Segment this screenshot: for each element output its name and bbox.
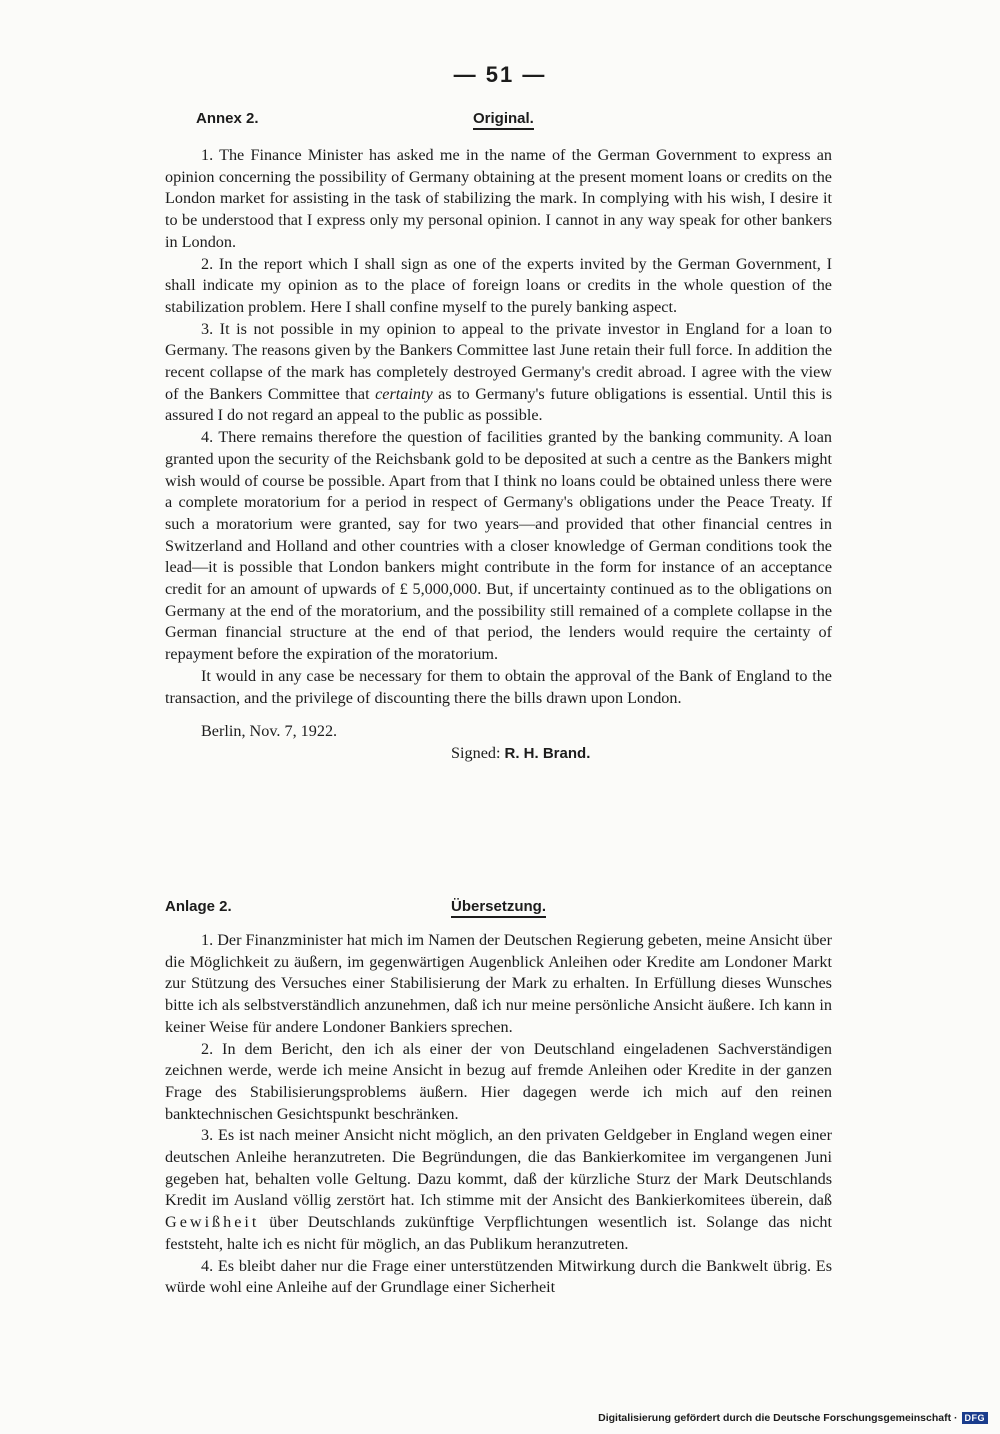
translation-heading: Übersetzung. [451, 898, 546, 918]
english-paragraph-1: 1. The Finance Minister has asked me in the name of the German Government to express an opinion concerning the possibility of Germany obtaining at the present moment loans or credits on the London market for assisting in the task of stabilizing the mark. In complying with his wish, I desire it to be understood that I express only my personal opinion. I cannot in any way speak for other bankers in London. [165, 146, 832, 251]
footer-credit [598, 1412, 988, 1424]
signed-label: Signed: [451, 743, 501, 762]
footer-text: Digitalisierung gefördert durch die Deutsche Forschungsgemeinschaft · [598, 1412, 958, 1424]
german-text [165, 930, 832, 1299]
emphasis-certainty: certainty [375, 384, 433, 403]
english-text [165, 145, 832, 765]
english-paragraph-4: 4. There remains therefore the question of facilities granted by the banking community. A loan granted upon the security of the Reichsbank gold to be deposited at such a centre as the Bankers might wish would of course be possible. Apart from that I think no loans could be obtained unless there were a complete moratorium for a period in respect of Germany's obligations under the Peace Treaty. If such a moratorium were granted, say for two years—and provided that other financial centres in Switzerland and Holland and other countries with a closer knowledge of German conditions took the lead—it is possible that London bankers might contribute in the form for instance of an acceptance credit for an amount of upwards of £ 5,000,000. But, if uncertainty continued as to the obligations on Germany at the end of the moratorium, and the possibility still remained of a complete collapse in the German financial structure at the end of that period, the lenders would require the certainty of repayment before the expiration of the moratorium. [165, 428, 832, 664]
german-paragraph-3: 3. Es ist nach meiner Ansicht nicht möglich, an den privaten Geldgeber in England wegen einer deutschen Anleihe heranzutreten. Die Begründungen, die das Bankierkomitee im vergangenen Juni gegeben hat, behalten volle Geltung. Dazu kommt, daß der kürzliche Sturz der Mark Deutschlands Kredit im Ausland völlig zerstört hat. Ich stimme mit der Ansicht des Bankierkomitees überein, daß Gewißheit über Deutschlands zukünftige Verpflichtungen wesentlich ist. Solange das nicht feststeht, halte ich es nicht für möglich, an das Publikum heranzutreten. [165, 1126, 832, 1253]
english-header [0, 110, 1000, 134]
emphasis-gewissheit: Gewißheit [165, 1213, 260, 1232]
annex-label-german: Anlage 2. [165, 898, 232, 915]
german-paragraph-2: 2. In dem Bericht, den ich als einer der von Deutschland eingeladenen Sachverständigen zeichnen werde, werde ich meine Ansicht in bezug auf fremde Anleihen oder Kredite in der ganzen Frage des Stabilisierungsproblems äußern. Hier dagegen werde ich mich auf den reinen banktechnischen Gesichtspunkt beschränken. [165, 1039, 832, 1123]
place-date: Berlin, Nov. 7, 1922. [201, 722, 338, 741]
german-header [0, 898, 1000, 922]
signatory-name: R. H. Brand. [504, 744, 591, 762]
german-paragraph-4: 4. Es bleibt daher nur die Frage einer unterstützenden Mitwirkung durch die Bankwelt übrig. Es würde wohl eine Anleihe auf der Grundlage einer Sicherheit [165, 1256, 832, 1297]
signature-line [165, 743, 832, 765]
english-paragraph-3: 3. It is not possible in my opinion to appeal to the private investor in England for a loan to Germany. The reasons given by the Bankers Committee last June retain their full force. In addition the recent collapse of the mark has completely destroyed Germany's credit abroad. I agree with the view of the Bankers Committee that certainty as to Germany's future obligations is essential. Until this is assured I do not regard an appeal to the public as possible. [165, 319, 832, 425]
page-number: — 51 — [453, 62, 547, 87]
english-paragraph-5: It would in any case be necessary for them to obtain the approval of the Bank of England to the transaction, and the privilege of discounting there the bills drawn upon London. [165, 666, 832, 707]
annex-label-english: Annex 2. [196, 110, 259, 127]
german-paragraph-1: 1. Der Finanzminister hat mich im Namen der Deutschen Regierung gebeten, meine Ansicht über die Möglichkeit zu äußern, im gegenwärtigen Augenblick Anleihen oder Kredite am Londoner Markt zur Stützung des Versuches einer Stabilisierung der Mark zu erhalten. In Erfüllung dieses Wunsches bitte ich als selbstverständlich anzunehmen, daß ich nur meine persönliche Ansicht äußere. Ich kann in keiner Weise für andere Londoner Bankiers sprechen. [165, 931, 832, 1036]
original-heading: Original. [473, 110, 534, 130]
english-paragraph-2: 2. In the report which I shall sign as one of the experts invited by the German Government, I shall indicate my opinion as to the place of foreign loans or credits in the whole question of the stabilization problem. Here I shall confine myself to the purely banking aspect. [165, 254, 832, 316]
dfg-logo-icon: DFG [962, 1412, 989, 1424]
